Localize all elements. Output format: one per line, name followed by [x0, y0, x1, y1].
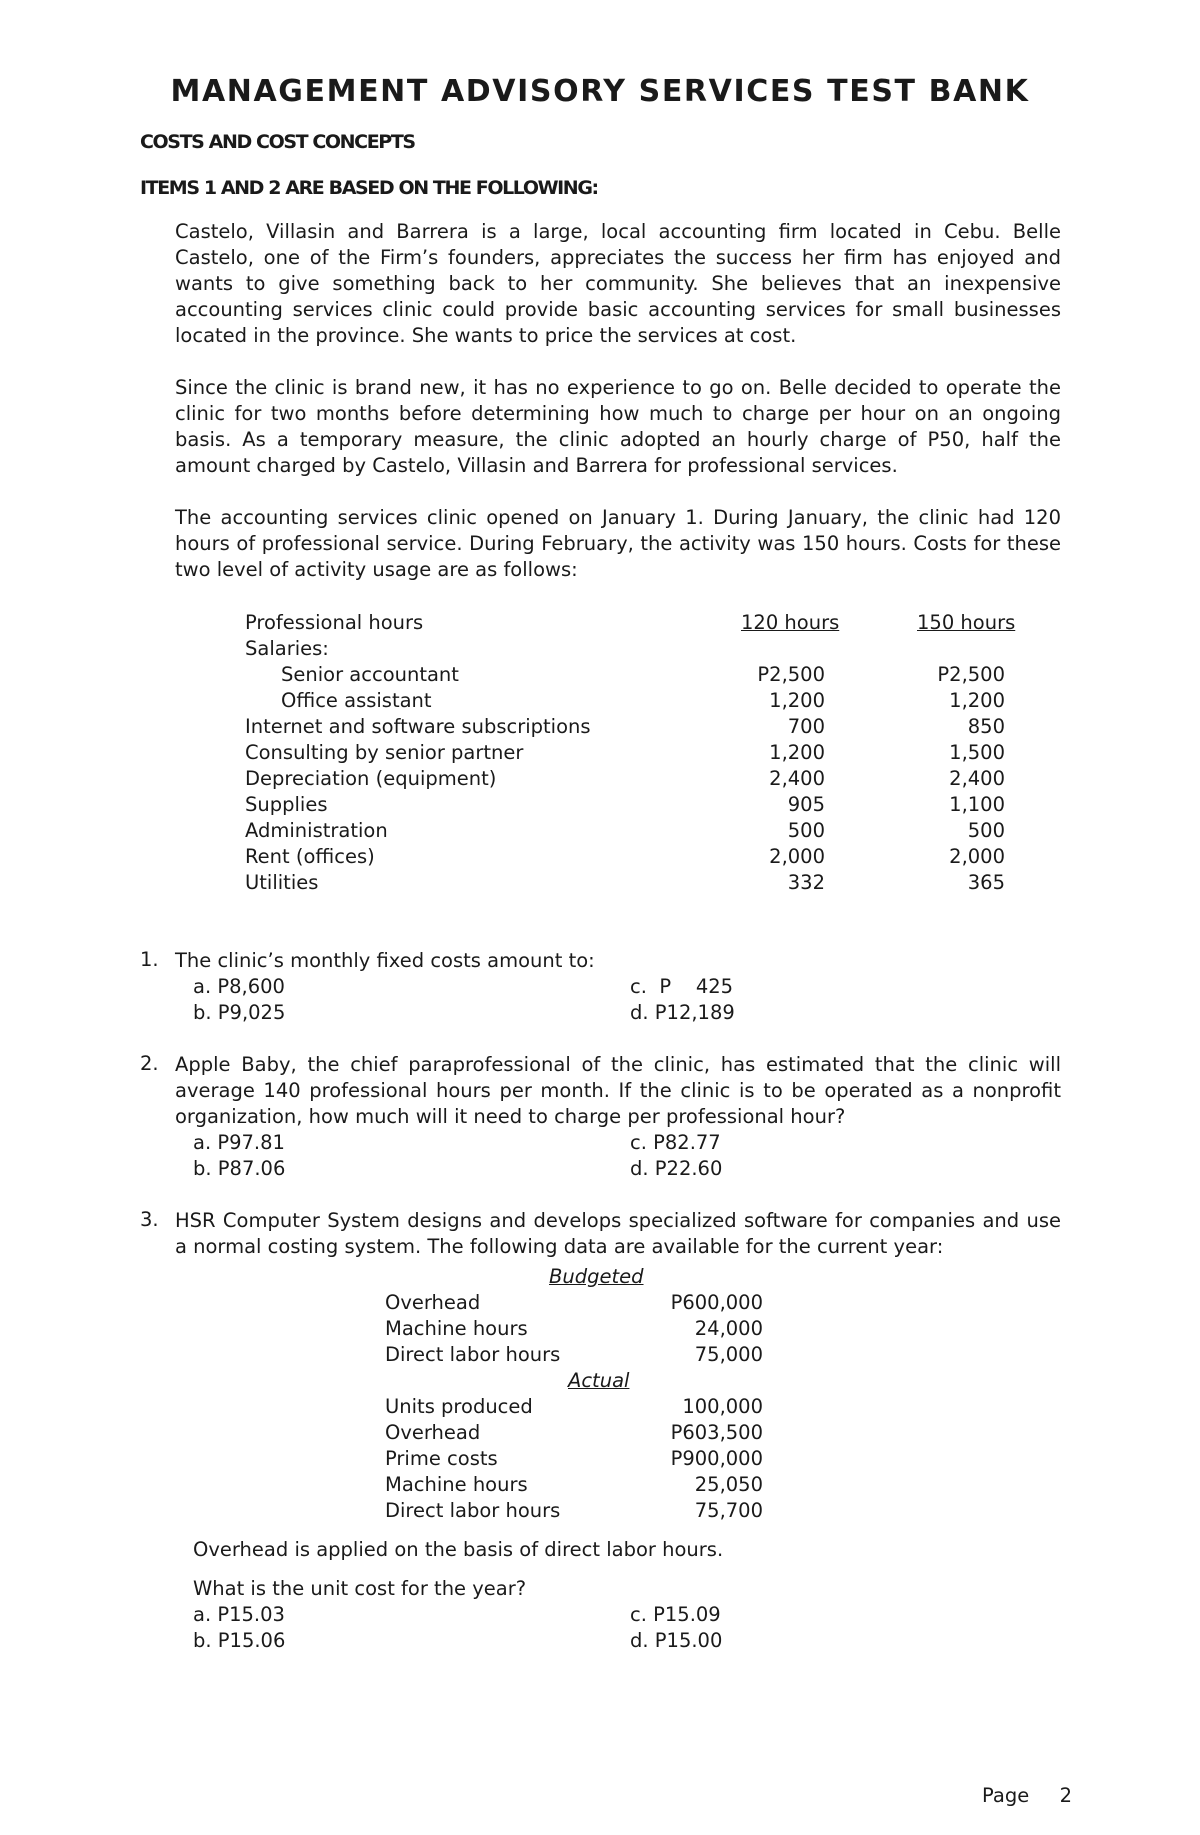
cost-row-label: Supplies [245, 793, 328, 816]
case-paragraph-3: The accounting services clinic opened on January 1. During January, the clinic had 120 hours of professional service. During February, the activity was 150 hours. Costs for these two level of activity usage are as follows: [175, 506, 1061, 581]
q3-choice-c: c. P15.09 [630, 1603, 721, 1626]
cost-row [245, 870, 1015, 896]
budgeted-row-label: Overhead [385, 1291, 481, 1314]
actual-row [385, 1420, 775, 1446]
cost-row-value-150: 2,000 [949, 845, 1005, 868]
q1-choice-c: c. P 425 [630, 975, 734, 998]
actual-rows [385, 1394, 775, 1524]
budgeted-rows [385, 1290, 775, 1368]
actual-row-label: Overhead [385, 1421, 481, 1444]
q3-prompt: What is the unit cost for the year? [193, 1577, 527, 1600]
cost-row [245, 766, 1015, 792]
cost-row-label: Office assistant [281, 689, 432, 712]
page-label: Page [982, 1784, 1030, 1807]
case-paragraph-1: Castelo, Villasin and Barrera is a large, local accounting firm located in Cebu. Belle Castelo, one of the Firm’s founders, appreciates the success her firm has enjoyed and wants to give something back to her community. She believes that an inexpensive accounting services clinic could provide basic accounting services for small businesses located in the province. She wants to price the services at cost. [175, 220, 1061, 347]
cost-row-value-150: 850 [967, 715, 1005, 738]
actual-row-value: P603,500 [670, 1421, 763, 1444]
question-2-text: Apple Baby, the chief paraprofessional of the clinic, has estimated that the clinic will average 140 professional hours per month. If the clinic is to be operated as a nonprofit organization, how much will it need to charge per professional hour? [175, 1053, 1061, 1128]
actual-row-value: 75,700 [694, 1499, 763, 1522]
page-number-footer [982, 1783, 1072, 1809]
cost-row-label: Utilities [245, 871, 319, 894]
cost-row-value-150: 1,100 [949, 793, 1005, 816]
budgeted-row [385, 1290, 775, 1316]
q3-choice-d: d. P15.00 [630, 1629, 723, 1652]
actual-label: Actual [568, 1369, 630, 1392]
q1-choice-b: b. P9,025 [193, 1001, 286, 1024]
q1-choice-d: d. P12,189 [630, 1001, 735, 1024]
col-label: Professional hours [245, 611, 424, 634]
page-number: 2 [1059, 1784, 1073, 1807]
budgeted-row-value: P600,000 [670, 1291, 763, 1314]
col-150-hours: 150 hours [917, 611, 1016, 634]
budgeted-row-value: 24,000 [694, 1317, 763, 1340]
cost-row [245, 662, 1015, 688]
actual-row [385, 1446, 775, 1472]
cost-row-value-120: P2,500 [757, 663, 825, 686]
case-paragraph-2: Since the clinic is brand new, it has no experience to go on. Belle decided to operate the clinic for two months before determining how much to charge per hour on an ongoing basis. As a temporary measure, the clinic adopted an hourly charge of P50, half the amount charged by Castelo, Villasin and Barrera for professional services. [175, 376, 1061, 477]
q3-choice-a: a. P15.03 [193, 1603, 285, 1626]
budgeted-row-label: Direct labor hours [385, 1343, 561, 1366]
actual-row [385, 1394, 775, 1420]
cost-row [245, 688, 1015, 714]
actual-row [385, 1498, 775, 1524]
cost-row-value-120: 2,400 [769, 767, 825, 790]
section-heading: COSTS AND COST CONCEPTS [140, 131, 415, 153]
items-intro-heading: ITEMS 1 AND 2 ARE BASED ON THE FOLLOWING: [140, 177, 598, 199]
question-3-text: HSR Computer System designs and develops specialized software for companies and use a normal costing system. The following data are available for the current year: [175, 1209, 1061, 1258]
q3-choice-b: b. P15.06 [193, 1629, 286, 1652]
cost-table-header [245, 610, 1015, 636]
q2-choice-b: b. P87.06 [193, 1157, 286, 1180]
cost-row-value-120: 500 [787, 819, 825, 842]
question-2-number: 2. [140, 1052, 159, 1075]
q3-note: Overhead is applied on the basis of direct labor hours. [193, 1538, 724, 1561]
question-1-number: 1. [140, 948, 159, 971]
q1-choice-a: a. P8,600 [193, 975, 285, 998]
budgeted-row-value: 75,000 [694, 1343, 763, 1366]
cost-row-label: Senior accountant [281, 663, 459, 686]
cost-row-value-120: 1,200 [769, 689, 825, 712]
cost-row-value-150: 2,400 [949, 767, 1005, 790]
cost-row [245, 714, 1015, 740]
cost-row [245, 844, 1015, 870]
cost-row-value-120: 2,000 [769, 845, 825, 868]
q2-choice-a: a. P97.81 [193, 1131, 285, 1154]
cost-rows [245, 662, 1015, 896]
cost-row-value-150: 1,200 [949, 689, 1005, 712]
cost-row [245, 792, 1015, 818]
cost-row-value-120: 332 [787, 871, 825, 894]
q2-choice-c: c. P82.77 [630, 1131, 721, 1154]
question-3-number: 3. [140, 1208, 159, 1231]
cost-row-label: Depreciation (equipment) [245, 767, 497, 790]
question-1-text: The clinic’s monthly fixed costs amount to: [175, 949, 595, 972]
cost-row-value-150: P2,500 [937, 663, 1005, 686]
actual-row [385, 1472, 775, 1498]
cost-row-value-150: 365 [967, 871, 1005, 894]
actual-row-value: 25,050 [694, 1473, 763, 1496]
cost-row-value-120: 1,200 [769, 741, 825, 764]
actual-row-label: Machine hours [385, 1473, 528, 1496]
cost-table [245, 610, 1015, 896]
page-title: MANAGEMENT ADVISORY SERVICES TEST BANK [170, 74, 1030, 109]
cost-row-label: Consulting by senior partner [245, 741, 524, 764]
cost-row [245, 740, 1015, 766]
cost-row-value-150: 1,500 [949, 741, 1005, 764]
cost-row-value-120: 700 [787, 715, 825, 738]
budgeted-label: Budgeted [549, 1265, 644, 1288]
actual-row-value: P900,000 [670, 1447, 763, 1470]
actual-row-label: Direct labor hours [385, 1499, 561, 1522]
cost-row-label: Administration [245, 819, 388, 842]
cost-row-label: Rent (offices) [245, 845, 375, 868]
salaries-label: Salaries: [245, 637, 329, 660]
actual-row-label: Units produced [385, 1395, 533, 1418]
budgeted-row [385, 1316, 775, 1342]
budgeted-row [385, 1342, 775, 1368]
cost-row-value-120: 905 [787, 793, 825, 816]
budgeted-row-label: Machine hours [385, 1317, 528, 1340]
cost-row-value-150: 500 [967, 819, 1005, 842]
actual-row-value: 100,000 [682, 1395, 763, 1418]
cost-row-label: Internet and software subscriptions [245, 715, 591, 738]
cost-row [245, 818, 1015, 844]
actual-row-label: Prime costs [385, 1447, 498, 1470]
q2-choice-d: d. P22.60 [630, 1157, 723, 1180]
col-120-hours: 120 hours [741, 611, 840, 634]
